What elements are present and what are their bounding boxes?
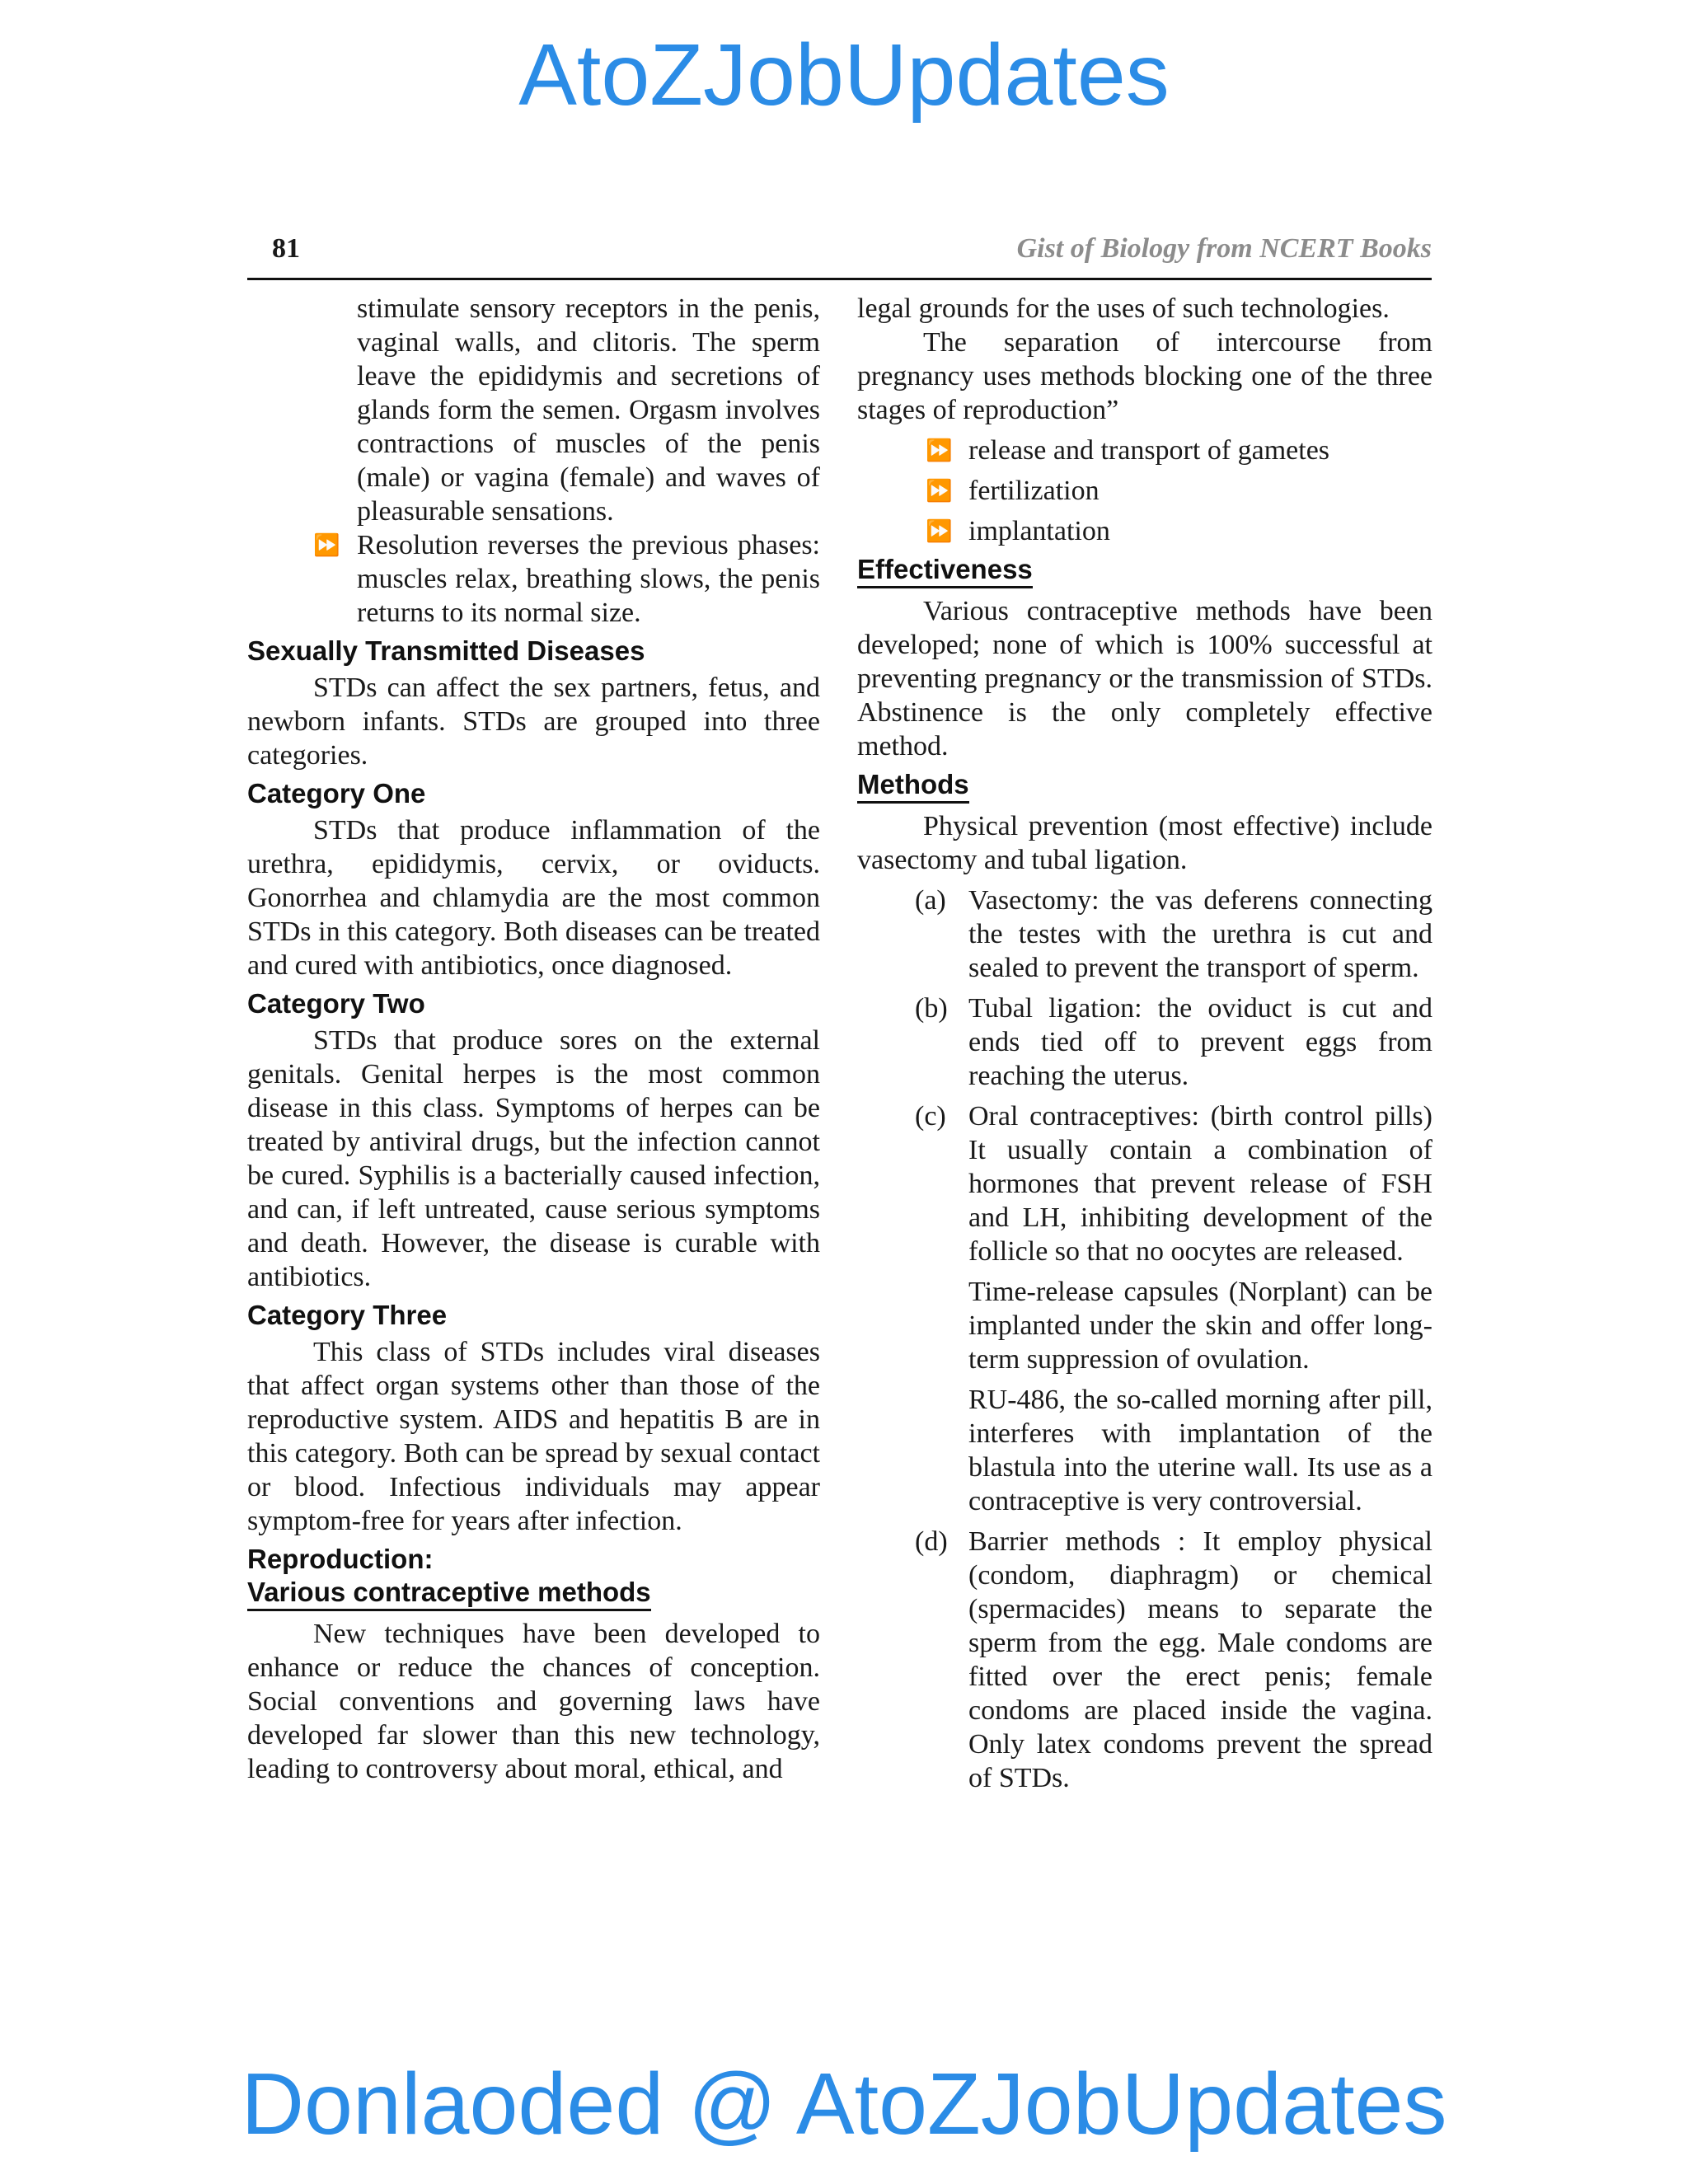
bullet-resolution-text: Resolution reverses the previous phases: muscles relax, breathing slows, the penis returns to its normal size. bbox=[357, 530, 820, 628]
header-rule bbox=[247, 278, 1432, 280]
item-text: Vasectomy: the vas deferens connecting the testes with the urethra is cut and sealed to prevent the transport of sperm. bbox=[968, 885, 1432, 983]
watermark-bottom: Donlaoded @ AtoZJobUpdates bbox=[241, 2055, 1447, 2153]
stage-item bbox=[857, 474, 1432, 508]
stage-item bbox=[857, 434, 1432, 467]
running-head bbox=[247, 233, 1432, 268]
paragraph-category-two: STDs that produce sores on the external genitals. Genital herpes is the most common disease in this class. Symptoms of herpes can be treated by antiviral drugs, but the infection cannot be cured. Syphilis is a bacterially caused infection, and can, if left untreated, cause serious symptoms and death. However, the disease is curable with antibiotics. bbox=[247, 1025, 820, 1292]
paragraph-std: STDs can affect the sex partners, fetus, and newborn infants. STDs are grouped into three categories. bbox=[247, 673, 820, 771]
item-text: Oral contraceptives: (birth control pills) It usually contain a combination of hormones that prevent release of FSH and LH, inhibiting development of the follicle so that no oocytes are released. bbox=[968, 1101, 1432, 1267]
watermark-top: AtoZJobUpdates bbox=[518, 26, 1170, 124]
paragraph-methods: Physical prevention (most effective) include vasectomy and tubal ligation. bbox=[857, 811, 1432, 875]
heading-effectiveness-text: Effectiveness bbox=[857, 554, 1033, 588]
heading-effectiveness bbox=[857, 553, 1432, 586]
item-letter: (d) bbox=[915, 1526, 948, 1557]
method-item-d bbox=[857, 1525, 1432, 1795]
heading-methods bbox=[857, 768, 1432, 801]
paragraph-category-three: This class of STDs includes viral diseases that affect organ systems other than those of the reproductive system. AIDS and hepatitis B are in this category. Both can be spread by sexual contact or blood. Infectious individuals may appear symptom-free for years after infection. bbox=[247, 1337, 820, 1536]
item-letter: (a) bbox=[915, 885, 946, 916]
heading-contraceptive-methods bbox=[247, 1576, 820, 1609]
paragraph-sensory: stimulate sensory receptors in the penis, vaginal walls, and clitoris. The sperm leave the epididymis and secretions of glands form the semen. Orgasm involves contractions of muscles of the penis (male) or vagina (female) and waves of pleasurable sensations. bbox=[357, 293, 820, 527]
stage-item bbox=[857, 514, 1432, 548]
fast-forward-icon: ⏩ bbox=[313, 533, 340, 557]
paragraph-separation: The separation of intercourse from pregnancy uses methods blocking one of the three stages of reproduction” bbox=[857, 327, 1432, 425]
fast-forward-icon: ⏩ bbox=[926, 519, 953, 543]
item-letter: (c) bbox=[915, 1101, 946, 1132]
page-number: 81 bbox=[272, 233, 300, 264]
method-item-b bbox=[857, 991, 1432, 1093]
heading-std: Sexually Transmitted Diseases bbox=[247, 635, 645, 666]
paragraph-category-one: STDs that produce inflammation of the urethra, epididymis, cervix, or oviducts. Gonorrhea and chlamydia are the most common STDs in this category. Both diseases can be treated and cured with antibiotics, once diagnosed. bbox=[247, 815, 820, 981]
paragraph-effectiveness: Various contraceptive methods have been developed; none of which is 100% successful at preventing pregnancy or the transmission of STDs. Abstinence is the only completely effective method. bbox=[857, 596, 1432, 762]
heading-methods-text: Methods bbox=[857, 769, 969, 804]
paragraph-legal-grounds: legal grounds for the uses of such technologies. bbox=[857, 293, 1390, 324]
left-column bbox=[247, 292, 820, 1786]
heading-contraceptive-methods-text: Various contraceptive methods bbox=[247, 1577, 651, 1611]
fast-forward-icon: ⏩ bbox=[926, 438, 953, 462]
item-letter: (b) bbox=[915, 993, 948, 1024]
stage-text: fertilization bbox=[968, 476, 1100, 506]
item-text: Tubal ligation: the oviduct is cut and ends tied off to prevent eggs from reaching the uterus. bbox=[968, 993, 1432, 1091]
heading-category-one: Category One bbox=[247, 778, 426, 808]
heading-reproduction: Reproduction: bbox=[247, 1544, 434, 1574]
stage-text: release and transport of gametes bbox=[968, 435, 1330, 466]
method-item-a bbox=[857, 883, 1432, 985]
right-column bbox=[857, 292, 1432, 1795]
item-c-ru486: RU-486, the so-called morning after pill, interferes with implantation of the blastula into the uterine wall. Its use as a contraceptive is very controversial. bbox=[968, 1385, 1432, 1516]
fast-forward-icon: ⏩ bbox=[926, 479, 953, 503]
method-item-c bbox=[857, 1099, 1432, 1518]
heading-category-two: Category Two bbox=[247, 988, 425, 1019]
heading-category-three: Category Three bbox=[247, 1300, 448, 1330]
item-c-norplant: Time-release capsules (Norplant) can be implanted under the skin and offer long-term suppression of ovulation. bbox=[968, 1277, 1432, 1375]
paragraph-new-techniques: New techniques have been developed to enhance or reduce the chances of conception. Social conventions and governing laws have developed far slower than this new technology, leading to controversy about moral, ethical, and bbox=[247, 1619, 820, 1784]
bullet-resolution bbox=[247, 528, 820, 630]
book-title: Gist of Biology from NCERT Books bbox=[1016, 233, 1432, 264]
stage-text: implantation bbox=[968, 516, 1110, 546]
item-text: Barrier methods : It employ physical (condom, diaphragm) or chemical (spermacides) means to separate the sperm from the egg. Male condoms are fitted over the erect penis; female condoms are placed inside the vagina. Only latex condoms prevent the spread of STDs. bbox=[968, 1526, 1432, 1793]
